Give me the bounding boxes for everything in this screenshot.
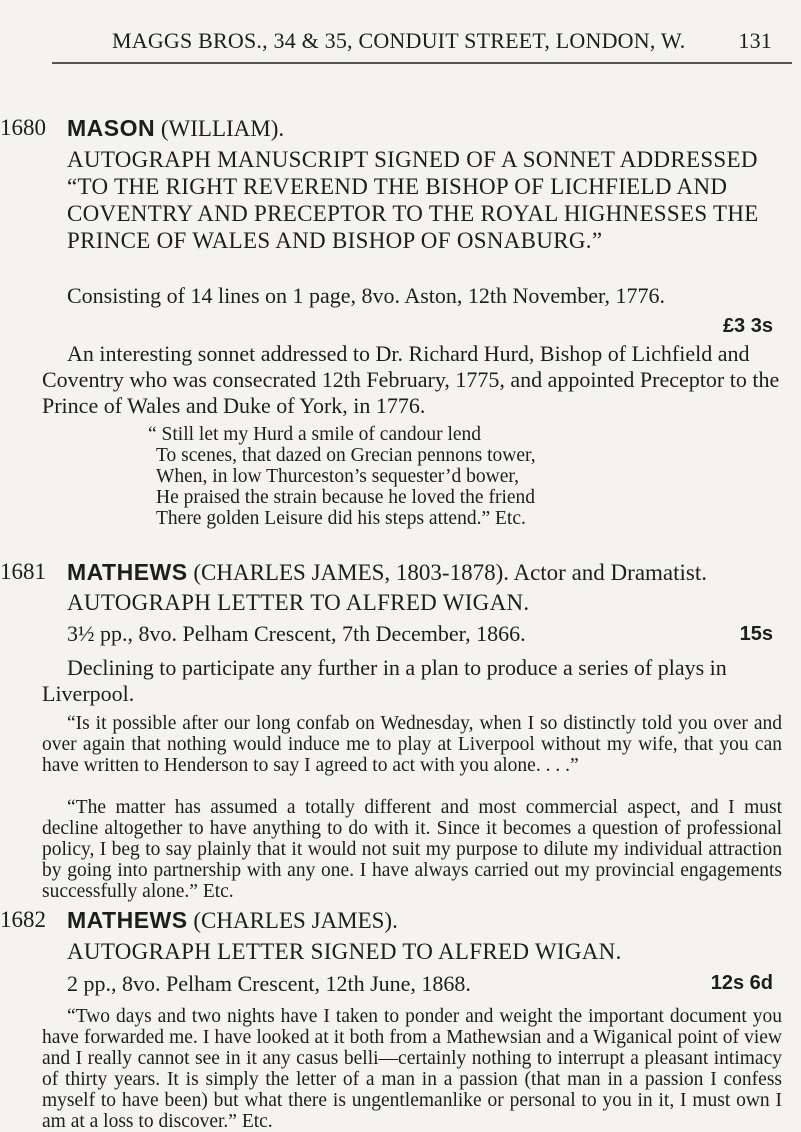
running-head <box>112 28 772 54</box>
entry-heading <box>67 115 284 142</box>
price: 15s <box>739 623 773 645</box>
entry-heading <box>67 559 707 586</box>
item-title: AUTOGRAPH LETTER SIGNED TO ALFRED WIGAN. <box>67 939 622 964</box>
author-name: MATHEWS <box>67 907 188 933</box>
item-title: AUTOGRAPH LETTER TO ALFRED WIGAN. <box>67 590 530 615</box>
page-number: 131 <box>738 28 772 53</box>
verse-line: “ Still let my Hurd a smile of candour lend <box>148 424 482 445</box>
price: 12s 6d <box>710 972 773 994</box>
letter-quotation: “Two days and two nights have I taken to ponder and weight the important document you have forwarded me. I have looked at it both from a Mathewsian and a Wiganical point of view and I really cannot see in it any casus belli—certainly nothing to interrupt a pleasant intimacy of thirty years. It is simply the letter of a man in a passion (that man in a passion I confess myself to have been) but what there is ungentlemanlike or personal to you in it, I must own I am at a loss to discover.” Etc. <box>42 1006 782 1132</box>
collation: 2 pp., 8vo. Pelham Crescent, 12th June, 1868. <box>67 971 471 996</box>
item-title: AUTOGRAPH MANUSCRIPT SIGNED OF A SONNET ADDRESSED “TO THE RIGHT REVEREND THE BISHOP OF LICHFIELD AND COVENTRY AND PRECEPTOR TO THE ROYAL HIGHNESSES THE PRINCE OF WALES AND BISHOP OF OSNABURG.” <box>67 147 759 253</box>
collation: Consisting of 14 lines on 1 page, 8vo. Aston, 12th November, 1776. <box>67 283 665 308</box>
letter-quotation: “The matter has assumed a totally different and most commercial aspect, and I must decline altogether to have anything to do with it. Since it becomes a question of professional policy, I beg to say plainly that it would not suit my purpose to dilute my individual attraction by going into partnership with any one. I have always carried out my provincial engagements successfully alone.” Etc. <box>42 797 782 902</box>
author-detail: (CHARLES JAMES). <box>193 908 398 933</box>
verse-line: When, in low Thurceston’s sequester’d bower, <box>156 466 519 487</box>
author-detail: (CHARLES JAMES, 1803-1878). Actor and Dramatist. <box>193 560 708 585</box>
verse-line: There golden Leisure did his steps attend.” Etc. <box>156 508 526 529</box>
author-name: MATHEWS <box>67 559 188 585</box>
running-title: MAGGS BROS., 34 & 35, CONDUIT STREET, LONDON, W. <box>112 28 686 53</box>
entry-heading <box>67 907 398 934</box>
verse-line: To scenes, that dazed on Grecian pennons tower, <box>156 445 536 466</box>
lot-number: 1680 <box>0 115 46 140</box>
author-name: MASON <box>67 115 156 141</box>
author-detail: (WILLIAM). <box>160 116 285 141</box>
verse-line: He praised the strain because he loved the friend <box>156 487 536 508</box>
collation: 3½ pp., 8vo. Pelham Crescent, 7th December, 1866. <box>67 621 526 646</box>
verse-quotation <box>148 424 536 529</box>
header-rule <box>52 62 792 64</box>
letter-quotation: “Is it possible after our long confab on Wednesday, when I so distinctly told you over and over again that nothing would induce me to play at Liverpool without my wife, that you can have written to Henderson to say I agreed to act with you alone. . . .” <box>42 713 782 776</box>
lot-number: 1681 <box>0 559 46 584</box>
description: An interesting sonnet addressed to Dr. Richard Hurd, Bishop of Lichfield and Coventry who was consecrated 12th February, 1775, and appointed Preceptor to the Prince of Wales and Duke of York, in 1776. <box>42 341 780 418</box>
price: £3 3s <box>722 315 773 337</box>
lot-number: 1682 <box>0 907 46 932</box>
description: Declining to participate any further in a plan to produce a series of plays in Liverpool. <box>42 655 727 706</box>
